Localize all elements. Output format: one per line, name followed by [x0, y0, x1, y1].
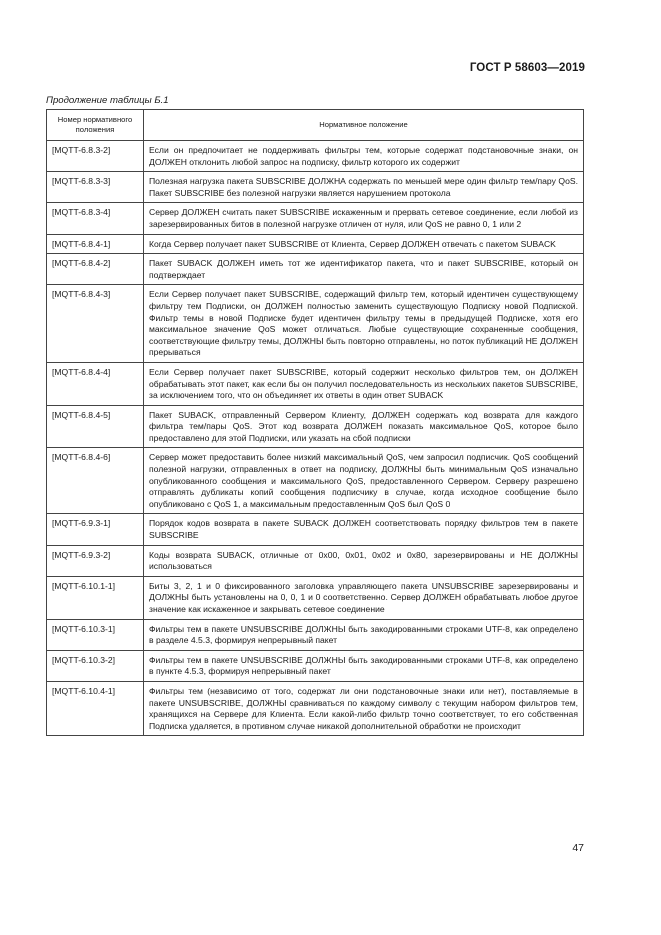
- requirement-text: Фильтры тем (независимо от того, содержат ли они подстановочные знаки или нет), поставляемые в пакете UNSUBSCRIBE, ДОЛЖНЫ сравниваться по каждому символу с текущим набором фильтров тем, хранящихся на Сервере для Клиента. Если какой-либо фильтр точно соответствует, то его собственная Подписка удаляется, в противном случае никакой дополнительной обработки не происходит: [144, 681, 584, 735]
- requirement-text: Порядок кодов возврата в пакете SUBACK ДОЛЖЕН соответствовать порядку фильтров тем в пакете SUBSCRIBE: [144, 514, 584, 545]
- table-caption: Продолжение таблицы Б.1: [46, 95, 169, 106]
- requirement-ref: [MQTT-6.8.4-1]: [47, 234, 144, 254]
- requirement-ref: [MQTT-6.10.3-1]: [47, 619, 144, 650]
- table-row: [47, 254, 584, 285]
- table-row: [47, 141, 584, 172]
- requirement-text: Пакет SUBACK, отправленный Сервером Клиенту, ДОЛЖЕН содержать код возврата для каждого фильтра тем/пары QoS. Этот код возврата ДОЛЖЕН показать максимальное QoS, которое было предоставлено для этой Подписки, или указать на сбой подписки: [144, 405, 584, 448]
- requirement-ref: [MQTT-6.8.4-6]: [47, 448, 144, 514]
- requirement-ref: [MQTT-6.10.1-1]: [47, 576, 144, 619]
- requirement-ref: [MQTT-6.10.4-1]: [47, 681, 144, 735]
- requirement-text: Фильтры тем в пакете UNSUBSCRIBE ДОЛЖНЫ быть закодированными строками UTF-8, как определено в пункте 4.5.3, формируя непрерывный пакет: [144, 650, 584, 681]
- requirement-ref: [MQTT-6.8.3-4]: [47, 203, 144, 234]
- requirement-text: Биты 3, 2, 1 и 0 фиксированного заголовка управляющего пакета UNSUBSCRIBE зарезервированы и ДОЛЖНЫ быть установлены на 0, 0, 1 и 0 соответственно. Сервер ДОЛЖЕН обрабатывать любое другое значение как искаженное и закрывать сетевое соединение: [144, 576, 584, 619]
- table-row: [47, 405, 584, 448]
- requirement-text: Сервер ДОЛЖЕН считать пакет SUBSCRIBE искаженным и прервать сетевое соединение, если любой из зарезервированных битов в полезной нагрузке отличен от нуля, или QoS не равно 0, 1 или 2: [144, 203, 584, 234]
- requirement-text: Если Сервер получает пакет SUBSCRIBE, который содержит несколько фильтров тем, он ДОЛЖЕН обрабатывать этот пакет, как если бы он получил последовательность из нескольких пакетов SUBSCRIBE, за исключением того, что он объединяет их ответы в один ответ SUBACK: [144, 362, 584, 405]
- requirement-text: Сервер может предоставить более низкий максимальный QoS, чем запросил подписчик. QoS сообщений полезной нагрузки, отправленных в ответ на подписку, ДОЛЖНЫ быть минимальным QoS изначально опубликованного сообщения и максимального QoS, предоставленного Сервером. Серверу разрешено отправлять дубликаты копий сообщения подписчику в случае, когда исходное сообщение было опубликовано с QoS 1, а максимальным предоставленным QoS был QoS 0: [144, 448, 584, 514]
- requirement-ref: [MQTT-6.8.4-5]: [47, 405, 144, 448]
- table-row: [47, 172, 584, 203]
- normative-table: [46, 109, 584, 736]
- column-header-text: Нормативное положение: [144, 110, 584, 141]
- table-row: [47, 681, 584, 735]
- requirement-text: Пакет SUBACK ДОЛЖЕН иметь тот же идентификатор пакета, что и пакет SUBSCRIBE, который он подтверждает: [144, 254, 584, 285]
- table-row: [47, 576, 584, 619]
- table-row: [47, 362, 584, 405]
- requirement-text: Если он предпочитает не поддерживать фильтры тем, которые содержат подстановочные знаки, он ДОЛЖЕН отклонить любой запрос на подписку, фильтр которого их содержит: [144, 141, 584, 172]
- requirement-text: Когда Сервер получает пакет SUBSCRIBE от Клиента, Сервер ДОЛЖЕН отвечать с пакетом SUBACK: [144, 234, 584, 254]
- requirement-ref: [MQTT-6.9.3-2]: [47, 545, 144, 576]
- column-header-ref: Номер нормативного положения: [47, 110, 144, 141]
- table-row: [47, 234, 584, 254]
- requirement-ref: [MQTT-6.8.4-2]: [47, 254, 144, 285]
- table-header-row: [47, 110, 584, 141]
- requirement-text: Фильтры тем в пакете UNSUBSCRIBE ДОЛЖНЫ быть закодированными строками UTF-8, как определено в разделе 4.5.3, формируя непрерывный пакет: [144, 619, 584, 650]
- page-number: 47: [572, 842, 584, 854]
- table-row: [47, 545, 584, 576]
- requirement-ref: [MQTT-6.8.4-3]: [47, 285, 144, 363]
- table-row: [47, 514, 584, 545]
- requirement-ref: [MQTT-6.8.3-2]: [47, 141, 144, 172]
- table-row: [47, 448, 584, 514]
- requirement-text: Коды возврата SUBACK, отличные от 0x00, 0x01, 0x02 и 0x80, зарезервированы и НЕ ДОЛЖНЫ использоваться: [144, 545, 584, 576]
- requirement-text: Полезная нагрузка пакета SUBSCRIBE ДОЛЖНА содержать по меньшей мере один фильтр тем/пару QoS. Пакет SUBSCRIBE без полезной нагрузки является нарушением протокола: [144, 172, 584, 203]
- requirement-ref: [MQTT-6.8.3-3]: [47, 172, 144, 203]
- requirement-ref: [MQTT-6.10.3-2]: [47, 650, 144, 681]
- requirement-ref: [MQTT-6.8.4-4]: [47, 362, 144, 405]
- standard-code: ГОСТ Р 58603—2019: [469, 62, 585, 74]
- requirement-ref: [MQTT-6.9.3-1]: [47, 514, 144, 545]
- table-row: [47, 650, 584, 681]
- table-row: [47, 619, 584, 650]
- table-row: [47, 203, 584, 234]
- requirement-text: Если Сервер получает пакет SUBSCRIBE, содержащий фильтр тем, который идентичен существующему фильтру тем Подписки, он ДОЛЖЕН полностью заменить существующую Подписку новой Подпиской. Фильтр темы в новой Подписке будет идентичен фильтру темы в предыдущей Подписке, хотя его максимальное значение QoS может отличаться. Любые существующие сохраненные сообщения, соответствующие фильтру темы, ДОЛЖНЫ быть повторно отправлены, но поток публикаций НЕ ДОЛЖЕН прерываться: [144, 285, 584, 363]
- table-row: [47, 285, 584, 363]
